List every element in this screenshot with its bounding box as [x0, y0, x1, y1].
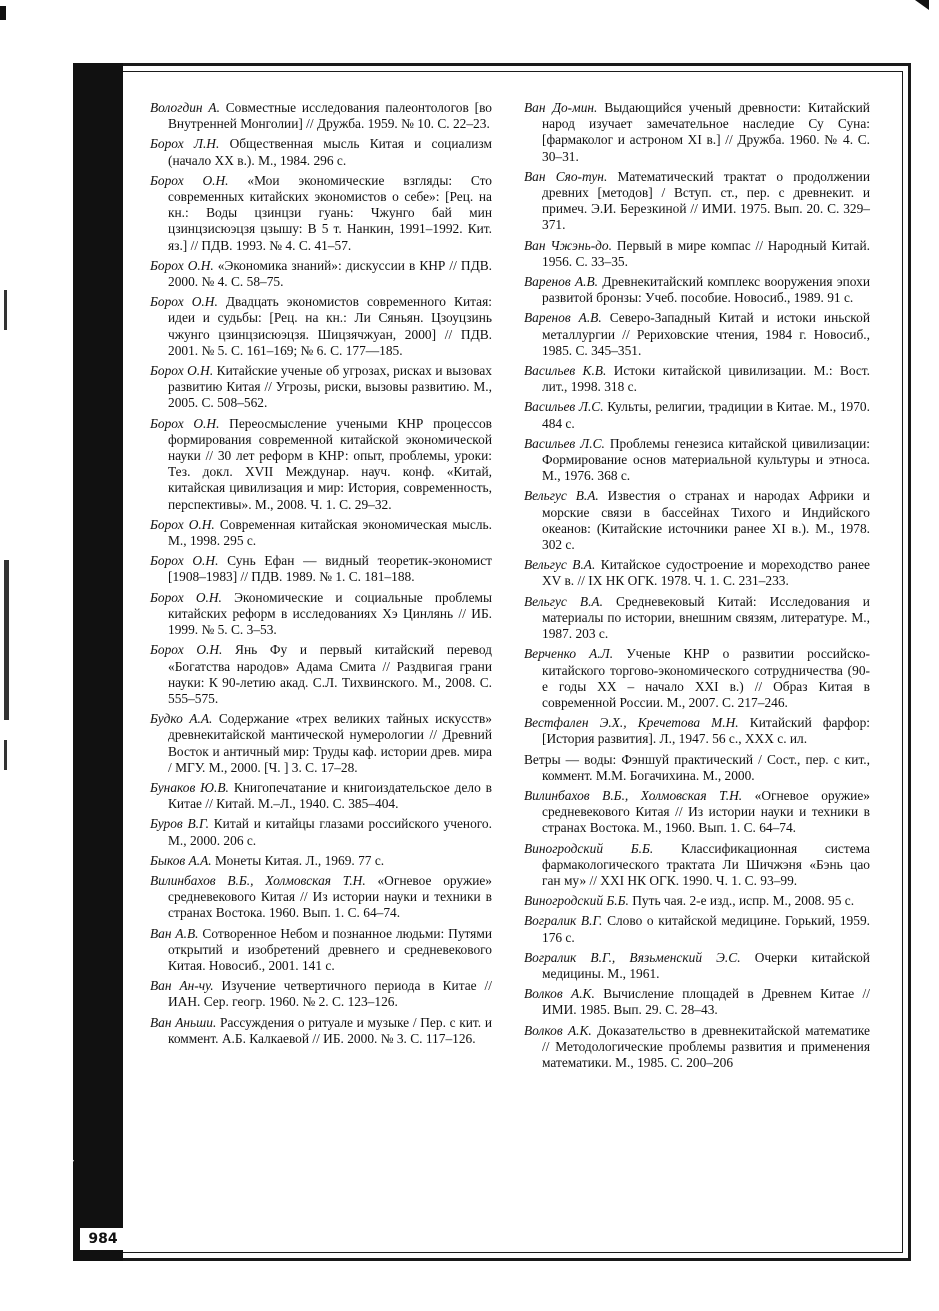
entry-author: Виногродский Б.Б. — [524, 893, 629, 909]
entry-text: Истоки китайской цивилизации. М.: Вост. лит., 1998. 318 с. — [542, 363, 870, 395]
entry-text: Переосмысление учеными КНР процессов формирования современной китайской экономической науки // 30 лет реформ в КНР: опыт, проблемы, уроки: Тез. докл. XVII Междунар. науч. конф. «Китай, китайская цивилизация и мир: История, современность, перспективы». М., 2008. Ч. 1. С. 29–32. — [168, 415, 492, 512]
entry-author: Борох О.Н. — [150, 516, 215, 532]
entry-text: Сотворенное Небом и познанное людьми: Путями открытий и изобретений древнего и средневекового Китая. Новосиб., 2001. 141 с. — [168, 925, 492, 973]
entry-text: «Мои экономические взгляды: Сто современных китайских экономистов о себе»: [Рец. на кн.: Воды цзинцзи гуань: Чжунго бай мин цзинцзисюэцзя цзышу: В 5 т. Нанкин, 1991–1992. Кит. яз.] // ПДВ. 1993. № 4. С. 41–57. — [168, 172, 492, 253]
bibliography-entry — [524, 715, 870, 747]
bibliography-entry — [524, 752, 870, 784]
entry-text: Проблемы генезиса китайской цивилизации: Формирование основ материальной культуры и этноса. М., 1976. 368 с. — [542, 435, 870, 484]
bibliography-column-left — [150, 100, 492, 1051]
entry-author: Вельгус В.А. — [524, 488, 599, 504]
bibliography-entry — [524, 913, 870, 945]
entry-text: Сунь Ефан — видный теоретик-экономист [1908–1983] // ПДВ. 1989. № 1. С. 181–188. — [168, 553, 492, 585]
entry-text: Северо-Западный Китай и истоки иньской металлургии // Рериховские чтения, 1984 г. Новосиб., 1985. С. 345–351. — [542, 310, 870, 358]
bibliography-entry — [150, 780, 492, 812]
entry-author: Васильев К.В. — [524, 363, 607, 379]
bibliography-entry — [524, 788, 870, 837]
entry-text: Изучение четвертичного периода в Китае // ИАН. Сер. геогр. 1960. № 2. С. 123–126. — [168, 978, 492, 1010]
entry-author: Волков А.К. — [524, 1022, 592, 1038]
bibliography-entry — [524, 363, 870, 395]
bibliography-entry — [524, 950, 870, 982]
entry-text: Средневековый Китай: Исследования и материалы по истории, внешним связям, литературе. М., 1987. 203 с. — [542, 593, 870, 642]
bibliography-entry — [150, 294, 492, 359]
entry-author: Борох Л.Н. — [150, 136, 220, 152]
entry-text: Совместные исследования палеонтологов [во Внутренней Монголии] // Дружба. 1959. № 10. С. 22–23. — [168, 100, 493, 132]
bibliography-entry — [150, 926, 492, 975]
entry-text: Путь чая. 2-е изд., испр. М., 2008. 95 с. — [632, 893, 855, 909]
entry-text: Математический трактат о продолжении древних [методов] / Вступ. ст., пер. с древнекит. и примеч. Э.И. Березкиной // ИМИ. 1975. Вып. 20. С. 329–371. — [542, 168, 870, 233]
entry-text: Вычисление площадей в Древнем Китае // ИМИ. 1985. Вып. 29. С. 28–43. — [542, 986, 870, 1018]
entry-text: Рассуждения о ритуале и музыке / Пер. с кит. и коммент. А.Б. Калкаевой // ИБ. 2000. № 3. С. 117–126. — [168, 1014, 492, 1046]
entry-author: Борох О.Н. — [150, 589, 222, 605]
entry-text: Современная китайская экономическая мысль. М., 1998. 295 с. — [168, 516, 492, 549]
entry-text: Классификационная система фармакологического трактата Ли Шичжэня «Бэнь цао ган му» // XXI НК ОГК. 1990. Ч. 1. С. 93–99. — [542, 840, 870, 888]
entry-author: Варенов А.В. — [524, 274, 599, 290]
bibliography-entry — [150, 1015, 492, 1047]
bibliography-entry — [524, 1023, 870, 1072]
entry-text: Двадцать экономистов современного Китая: идеи и судьбы: [Рец. на кн.: Ли Сяньян. Цзоуцзинь чжунго цзинцзисюэцзя. Шицзячжуан, 2000] // ПДВ. 2001. № 5. С. 161–169; № 6. С. 177—185. — [168, 294, 492, 358]
entry-author: Вогралик В.Г. — [524, 913, 603, 929]
entry-author: Борох О.Н. — [150, 553, 219, 569]
entry-text: Очерки китайской медицины. М., 1961. — [542, 949, 870, 981]
scan-corner-mark — [0, 6, 6, 20]
entry-author: Виногродский Б.Б. — [524, 840, 654, 856]
entry-text: Первый в мире компас // Народный Китай. 1956. С. 33–35. — [542, 237, 870, 269]
entry-author: Ван До-мин. — [524, 100, 598, 115]
entry-text: Китайские ученые об угрозах, рисках и вызовах развитию Китая // Угрозы, риски, вызовы развитию. М., 2005. С. 508–562. — [168, 363, 492, 411]
entry-text: Китай и китайцы глазами российского ученого. М., 2000. 206 с. — [168, 816, 492, 848]
scan-edge-mark — [4, 560, 9, 720]
entry-text: Китайский фарфор: [История развития]. Л., 1947. 56 с., XXX с. ил. — [542, 715, 870, 747]
chinese-character-glyph: 丙 — [27, 1152, 76, 1208]
entry-author: Ван Аньши. — [150, 1014, 217, 1030]
bibliography-entry — [150, 517, 492, 549]
entry-text: Доказательство в древнекитайской математике // Методологические проблемы развития и применения математики. М., 1985. С. 200–206 — [542, 1022, 870, 1070]
entry-author: Буров В.Г. — [150, 816, 209, 832]
bibliography-column-right — [524, 100, 870, 1075]
entry-author: Борох О.Н. — [150, 294, 218, 310]
entry-text: Известия о странах и народах Африки и морские связи в бассейнах Тихого и Индийского океанов: (Китайские источники ранее XI в.). М., 1978. 302 с. — [542, 488, 870, 553]
entry-author: Вилинбахов В.Б., Холмовская Т.Н. — [524, 787, 743, 803]
entry-author: Борох О.Н. — [150, 172, 229, 188]
scan-corner-arrow — [915, 0, 929, 10]
scan-edge-mark — [4, 290, 7, 330]
bibliography-entry — [524, 594, 870, 643]
entry-author: Быков А.А. — [150, 852, 212, 868]
bibliography-entry — [150, 873, 492, 922]
entry-text: Общественная мысль Китая и социализм (начало XX в.). М., 1984. 296 с. — [168, 136, 492, 168]
entry-author: Ван Чжэнь-до. — [524, 237, 612, 253]
bibliography-entry — [524, 557, 870, 589]
bibliography-entry — [150, 553, 492, 585]
bibliography-entry — [150, 590, 492, 639]
bibliography-entry — [524, 436, 870, 485]
bibliography-entry — [524, 169, 870, 234]
entry-author: Бунаков Ю.В. — [150, 779, 229, 795]
bibliography-entry — [524, 841, 870, 890]
entry-author: Вельгус В.А. — [524, 557, 596, 573]
page-sidebar — [73, 63, 123, 1261]
entry-author: Борох О.Н. — [150, 363, 214, 379]
entry-author: Вогралик В.Г., Вязьменский Э.С. — [524, 949, 741, 965]
entry-text: «Огневое оружие» средневекового Китая // Из истории науки и техники в странах Востока. М., 1960. Вып. 1. С. 64–74. — [542, 787, 870, 836]
entry-author: Васильев Л.С. — [524, 435, 605, 451]
bibliography-entry — [524, 274, 870, 306]
entry-text: Содержание «трех великих тайных искусств» древнекитайской мантической нумерологии // Древний Восток и античный мир: Труды каф. истории древ. мира / МГУ. М., 2000. [Ч. ] 3. С. 17–28. — [168, 711, 493, 775]
page-number: 984 — [80, 1228, 126, 1250]
entry-text: Слово о китайской медицине. Горький, 1959. 176 с. — [542, 913, 870, 945]
bibliography-entry — [150, 816, 492, 848]
entry-text: Монеты Китая. Л., 1969. 77 с. — [215, 852, 385, 868]
entry-author: Борох О.Н. — [150, 642, 223, 658]
bibliography-entry — [150, 173, 492, 254]
entry-author: Вельгус В.А. — [524, 593, 603, 609]
entry-text: «Экономика знаний»: дискуссии в КНР // ПДВ. 2000. № 4. С. 58–75. — [168, 257, 492, 290]
entry-author: Варенов А.В. — [524, 310, 602, 326]
entry-author: Вологдин А. — [150, 100, 220, 115]
bibliography-entry — [150, 258, 492, 290]
entry-text: Выдающийся ученый древности: Китайский народ изучает замечательное наследие Су Суна: [фармаколог и астроном XI в.] // Дружба. 1960. № 4. С. 30–31. — [542, 100, 870, 164]
entry-text: «Огневое оружие» средневекового Китая // Из истории науки и техники в странах Востока. 1960. Вып. 1. С. 64–74. — [168, 872, 493, 921]
bibliography-entry — [524, 646, 870, 711]
entry-author: Ван Ан-чу. — [150, 978, 214, 994]
bibliography-entry — [524, 399, 870, 431]
bibliography-entry — [150, 416, 492, 513]
entry-author: Борох О.Н. — [150, 257, 214, 273]
bibliography-entry — [524, 893, 870, 909]
entry-text: Древнекитайский комплекс вооружения эпохи развитой бронзы: Учеб. пособие. Новосиб., 1989. 91 с. — [542, 274, 870, 306]
entry-author: Борох О.Н. — [150, 415, 220, 431]
entry-text: Ученые КНР о развитии российско-китайского торгово-экономического сотрудничества (90-е годы XX – начало XXI в.) // Образ Китая в современной России. М., 2007. С. 217–246. — [542, 646, 870, 710]
bibliography-entry — [524, 986, 870, 1018]
entry-author: Ван А.В. — [150, 925, 199, 941]
bibliography-entry — [150, 711, 492, 776]
bibliography-entry — [524, 100, 870, 165]
entry-text: Экономические и социальные проблемы китайских реформ в исследованиях Хэ Цинлянь // ИБ. 1999. № 5. С. 3–53. — [168, 589, 492, 638]
bibliography-entry — [150, 100, 492, 132]
entry-text: Книгопечатание и книгоиздательское дело в Китае // Китай. М.–Л., 1940. С. 385–404. — [168, 779, 492, 812]
scan-edge-mark — [4, 740, 7, 770]
entry-author: Вестфален Э.Х., Кречетова М.Н. — [524, 715, 739, 731]
entry-author: Ван Сяо-тун. — [524, 168, 608, 184]
entry-text: Китайское судостроение и мореходство ранее XV в. // IX НК ОГК. 1978. Ч. 1. С. 231–233. — [542, 557, 870, 589]
entry-text: Янь Фу и первый китайский перевод «Богатства народов» Адама Смита // Раздвигая грани науки: К 90-летию акад. С.Л. Тихвинского. М., 2008. С. 555–575. — [168, 642, 492, 706]
bibliography-entry — [150, 853, 492, 869]
entry-text: Ветры — воды: Фэншуй практический / Сост., пер. с кит., коммент. М.М. Богачихина. М., 2000. — [524, 751, 870, 783]
entry-text: Культы, религии, традиции в Китае. М., 1970. 484 с. — [542, 399, 870, 431]
entry-author: Будко А.А. — [150, 711, 213, 727]
bibliography-entry — [524, 238, 870, 270]
bibliography-entry — [150, 978, 492, 1010]
bibliography-entry — [524, 310, 870, 359]
bibliography-entry — [524, 488, 870, 553]
entry-author: Верченко А.Л. — [524, 646, 614, 662]
entry-author: Волков А.К. — [524, 986, 595, 1002]
bibliography-entry — [150, 363, 492, 412]
bibliography-entry — [150, 642, 492, 707]
bibliography-entry — [150, 136, 492, 168]
entry-author: Васильев Л.С. — [524, 399, 604, 415]
entry-author: Вилинбахов В.Б., Холмовская Т.Н. — [150, 872, 366, 888]
